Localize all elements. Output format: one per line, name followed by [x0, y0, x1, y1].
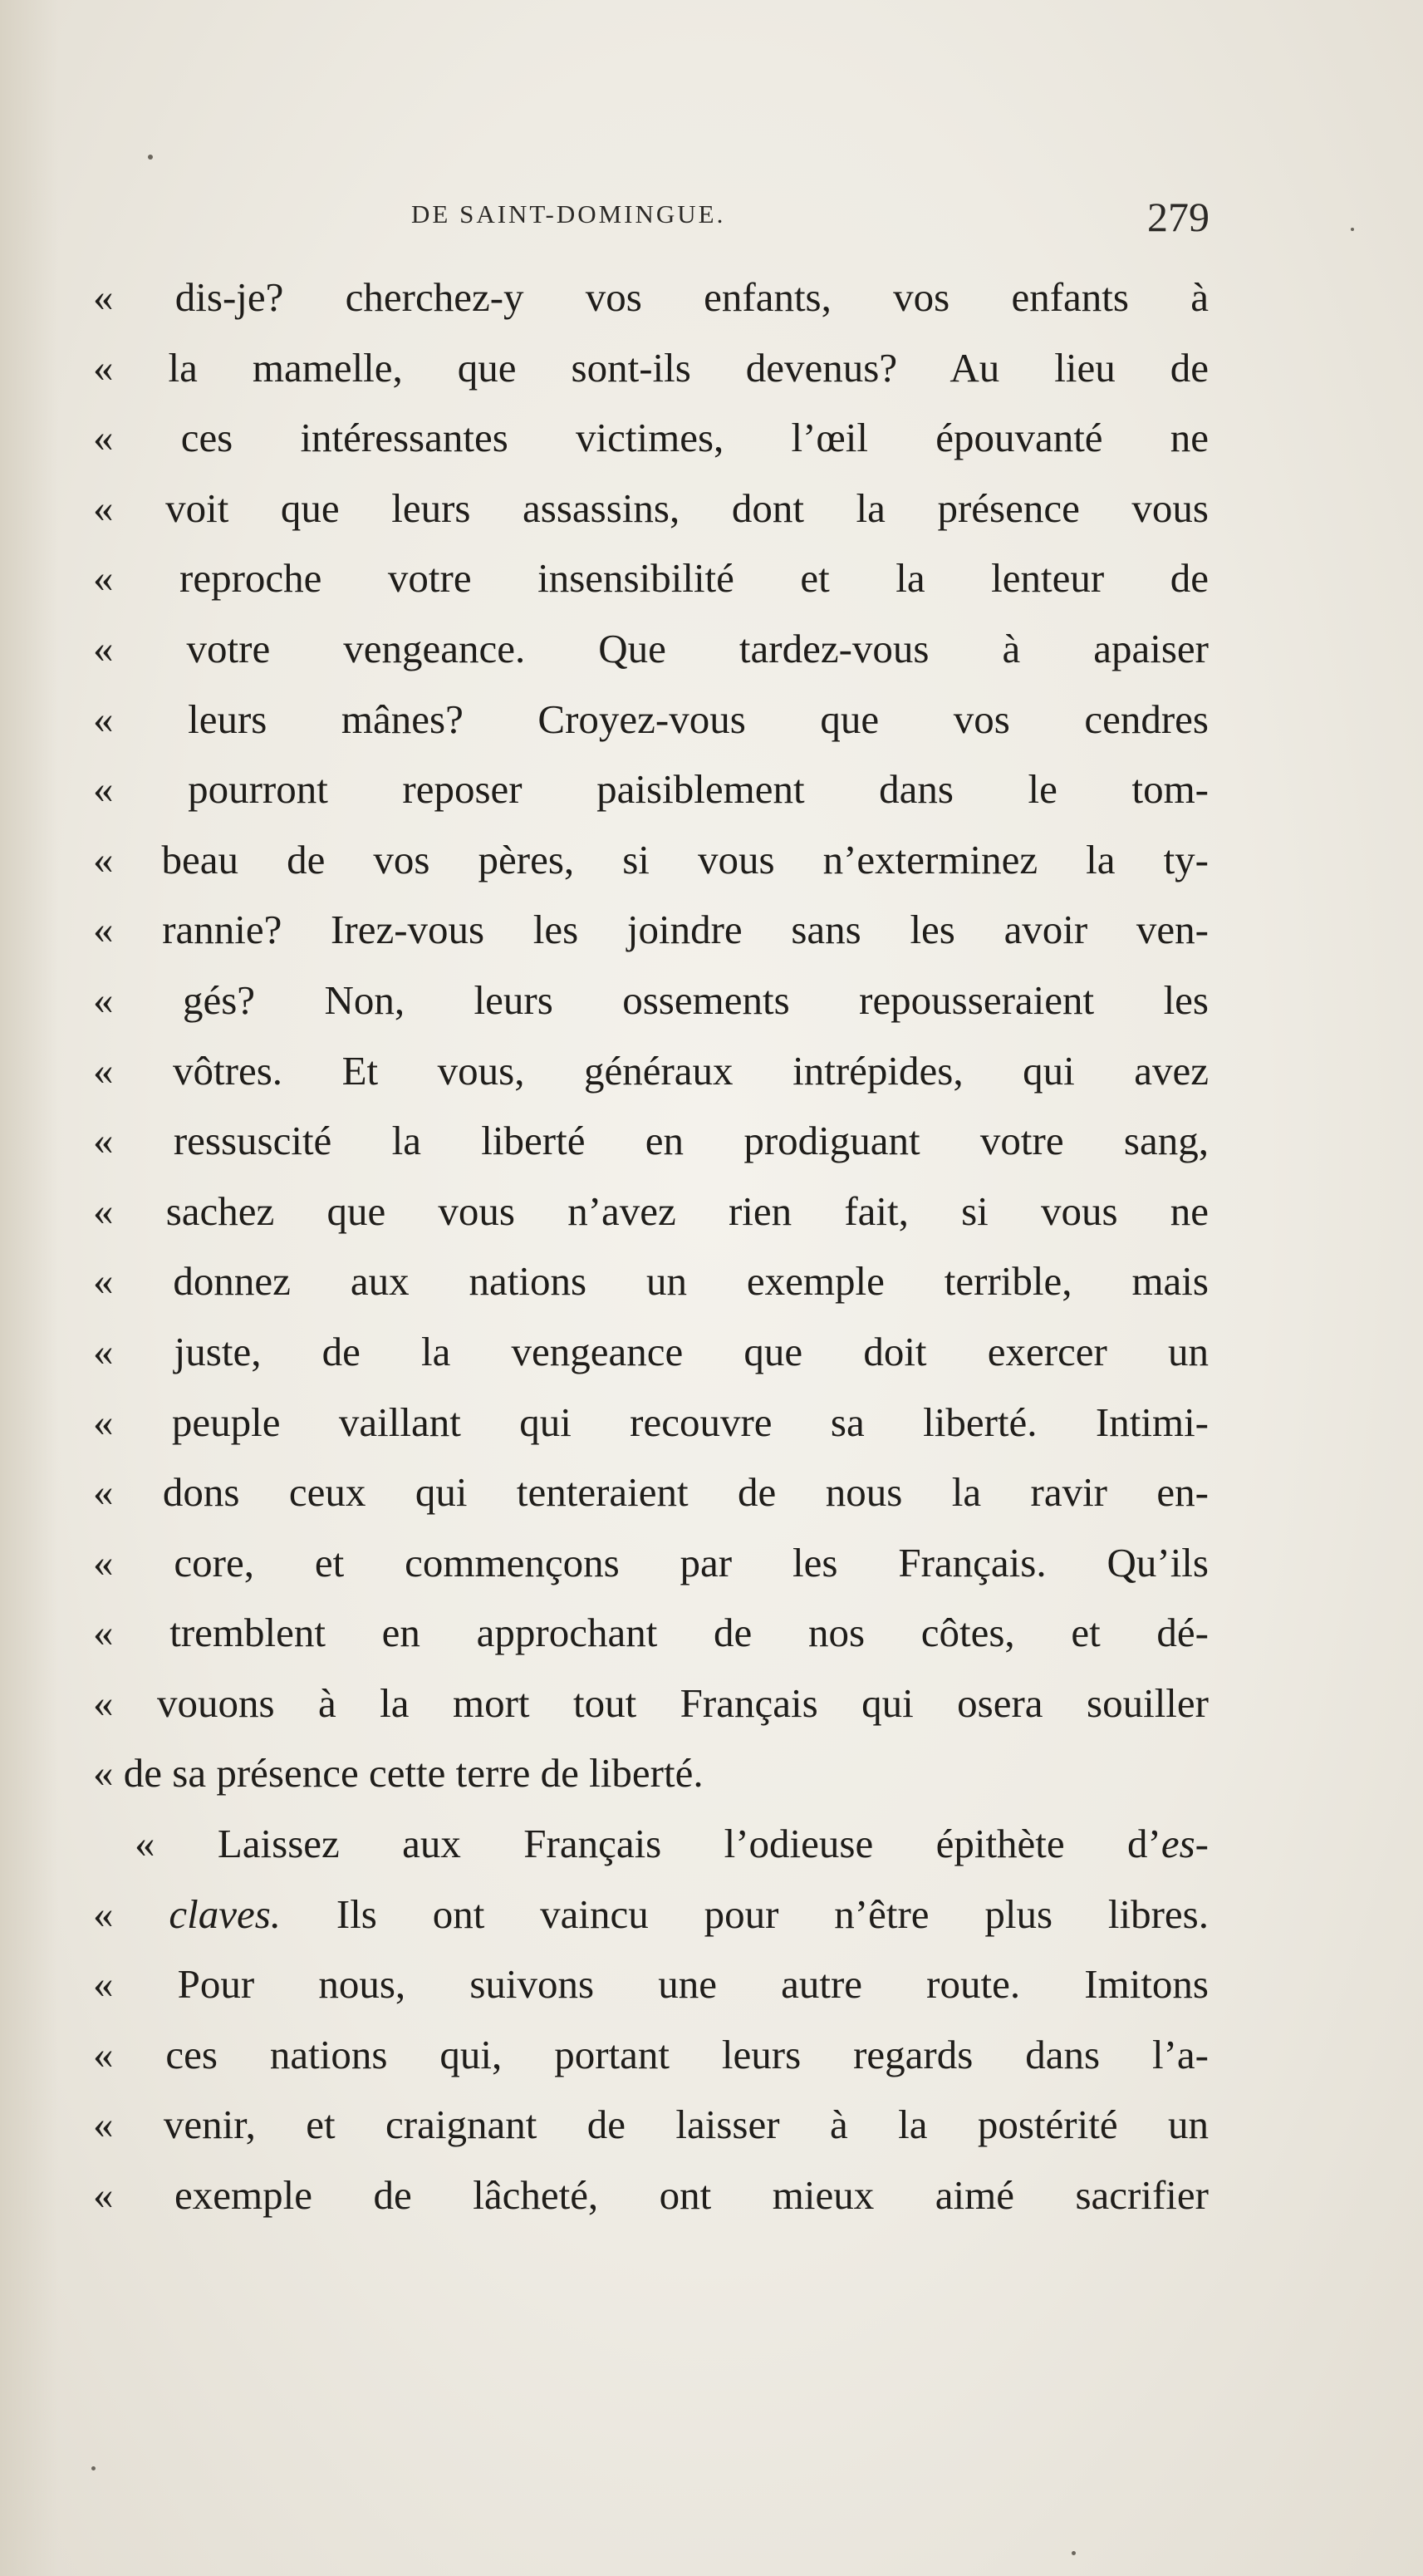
- text-line: « dis-je? cherchez-y vos enfants, vos enfants à: [93, 274, 1209, 320]
- text-line: « exemple de lâcheté, ont mieux aimé sacrifier: [93, 2172, 1209, 2219]
- text-line: « venir, et craignant de laisser à la postérité un: [93, 2102, 1209, 2148]
- text-line: « votre vengeance. Que tardez-vous à apaiser: [93, 625, 1209, 671]
- paper-speck: [1072, 2551, 1076, 2555]
- text-line: « donnez aux nations un exemple terrible, mais: [93, 1258, 1209, 1305]
- text-line: « leurs mânes? Croyez-vous que vos cendres: [93, 696, 1209, 742]
- text-line: « gés? Non, leurs ossements repousseraient les: [93, 976, 1209, 1023]
- text-line: « vouons à la mort tout Français qui osera souiller: [93, 1679, 1209, 1726]
- text-line: « ressuscité la liberté en prodiguant votre sang,: [93, 1118, 1209, 1164]
- text-line: [93, 1880, 1209, 1950]
- text-line: « pourront reposer paisiblement dans le tom-: [93, 766, 1209, 813]
- page-edge-shadow: [0, 0, 58, 2576]
- page-header: [133, 193, 1213, 243]
- paper-speck: [1351, 228, 1354, 231]
- text-line: « vôtres. Et vous, généraux intrépides, qui avez: [93, 1047, 1209, 1094]
- text-line: « peuple vaillant qui recouvre sa liberté. Intimi-: [93, 1399, 1209, 1445]
- text-line: « beau de vos pères, si vous n’exterminez la ty-: [93, 836, 1209, 882]
- text-line: « reproche votre insensibilité et la lenteur de: [93, 555, 1209, 602]
- text-line: « voit que leurs assassins, dont la présence vous: [93, 484, 1209, 531]
- text-line: « ces intéressantes victimes, l’œil épouvanté ne: [93, 415, 1209, 461]
- text-line-paragraph-start: [93, 1809, 1209, 1880]
- text-segment: «: [93, 1890, 169, 1937]
- text-line-paragraph-end: « de sa présence cette terre de liberté.: [93, 1750, 704, 1797]
- text-line: « sachez que vous n’avez rien fait, si vous ne: [93, 1187, 1209, 1234]
- italic-segment: es-: [1160, 1821, 1209, 1867]
- text-line: « juste, de la vengeance que doit exercer un: [93, 1328, 1209, 1374]
- text-line: « rannie? Irez-vous les joindre sans les avoir ven-: [93, 907, 1209, 953]
- body-text: [93, 263, 1209, 2231]
- paper-speck: [148, 155, 153, 160]
- text-line: « Pour nous, suivons une autre route. Imitons: [93, 1961, 1209, 2008]
- text-line: « dons ceux qui tenteraient de nous la ravir en-: [93, 1469, 1209, 1516]
- italic-segment: claves.: [169, 1890, 282, 1937]
- text-line: « ces nations qui, portant leurs regards dans l’a-: [93, 2031, 1209, 2077]
- page-number: 279: [1147, 194, 1210, 240]
- text-segment: Ils ont vaincu pour n’être plus libres.: [281, 1890, 1209, 1937]
- text-line: « tremblent en approchant de nos côtes, et dé-: [93, 1610, 1209, 1656]
- text-line: « la mamelle, que sont-ils devenus? Au lieu de: [93, 344, 1209, 391]
- text-line: « core, et commençons par les Français. Qu’ils: [93, 1539, 1209, 1585]
- text-segment: « Laissez aux Français l’odieuse épithète d’: [135, 1821, 1161, 1867]
- paper-speck: [91, 2466, 96, 2470]
- running-head: DE SAINT-DOMINGUE.: [411, 199, 726, 229]
